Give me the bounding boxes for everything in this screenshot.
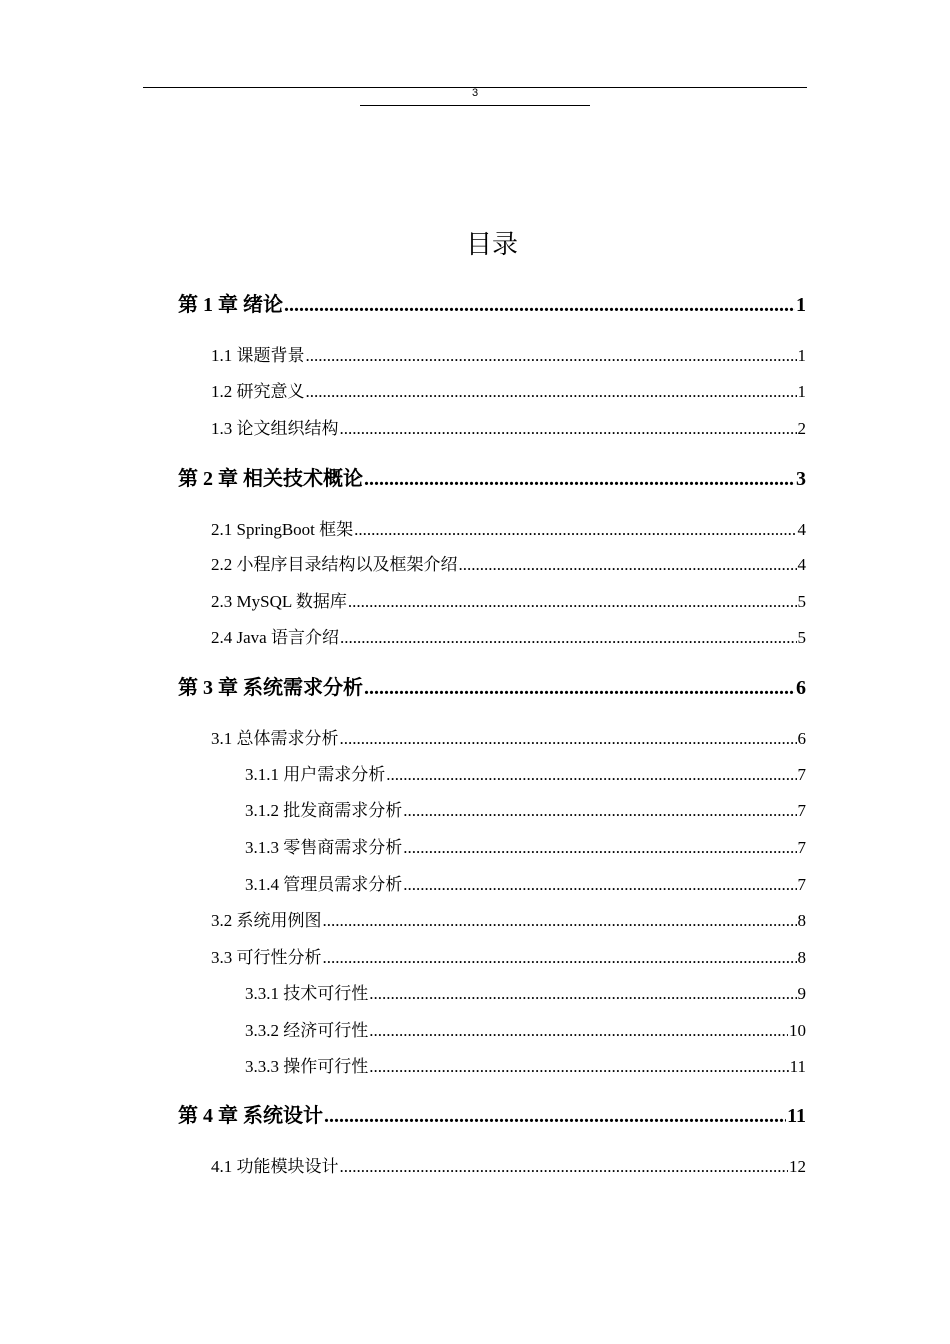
toc-entry[interactable]: [245, 762, 806, 788]
toc-entry-label: 2.4 Java 语言介绍: [211, 628, 339, 647]
toc-dot-leader: [306, 379, 797, 405]
toc-entry[interactable]: [211, 625, 806, 651]
toc-entry-page-number: 8: [797, 948, 806, 967]
toc-entry-label: 第 2 章 相关技术概论: [178, 468, 363, 490]
toc-entry-label: 第 3 章 系统需求分析: [178, 677, 363, 699]
toc-dot-leader: [459, 552, 797, 578]
toc-dot-leader: [284, 290, 795, 320]
toc-entry-label: 3.1 总体需求分析: [211, 729, 339, 748]
toc-entry-page-number: 5: [797, 592, 806, 611]
toc-entry-page-number: 1: [796, 294, 806, 316]
toc-entry[interactable]: [211, 517, 806, 543]
toc-entry-label: 3.3.1 技术可行性: [245, 984, 369, 1003]
toc-entry-label: 1.3 论文组织结构: [211, 419, 339, 438]
toc-dot-leader: [369, 981, 796, 1007]
toc-entry-page-number: 3: [796, 468, 806, 490]
toc-entry-page-number: 8: [797, 911, 806, 930]
toc-entry[interactable]: [178, 290, 806, 320]
toc-entry-label: 3.2 系统用例图: [211, 911, 322, 930]
toc-entry-page-number: 12: [789, 1157, 806, 1176]
toc-entry[interactable]: [211, 945, 806, 971]
toc-entry-page-number: 1: [797, 382, 806, 401]
toc-dot-leader: [364, 464, 795, 494]
toc-entry-page-number: 10: [789, 1021, 806, 1040]
toc-entry-page-number: 7: [797, 765, 806, 784]
toc-entry-page-number: 7: [797, 801, 806, 820]
toc-entry[interactable]: [245, 1054, 806, 1080]
toc-dot-leader: [386, 762, 796, 788]
toc-entry-label: 1.2 研究意义: [211, 382, 305, 401]
page-title: 目录: [465, 230, 518, 261]
toc-entry[interactable]: [245, 835, 806, 861]
toc-entry[interactable]: [211, 908, 806, 934]
toc-entry-label: 第 4 章 系统设计: [178, 1105, 323, 1127]
toc-dot-leader: [403, 835, 796, 861]
toc-entry[interactable]: [211, 416, 806, 442]
toc-entry-label: 4.1 功能模块设计: [211, 1157, 339, 1176]
toc-entry[interactable]: [211, 1154, 806, 1180]
toc-entry[interactable]: [178, 673, 806, 703]
toc-entry-label: 3.1.1 用户需求分析: [245, 765, 386, 784]
toc-dot-leader: [369, 1018, 788, 1044]
toc-entry-page-number: 11: [789, 1057, 806, 1076]
toc-entry[interactable]: [245, 798, 806, 824]
toc-entry[interactable]: [211, 343, 806, 369]
toc-entry-page-number: 5: [797, 628, 806, 647]
toc-dot-leader: [323, 945, 797, 971]
toc-dot-leader: [340, 416, 797, 442]
toc-entry[interactable]: [245, 1018, 806, 1044]
toc-entry[interactable]: [211, 589, 806, 615]
toc-entry-page-number: 7: [797, 875, 806, 894]
toc-entry-label: 3.3.2 经济可行性: [245, 1021, 369, 1040]
toc-entry-label: 3.1.4 管理员需求分析: [245, 875, 403, 894]
toc-entry-page-number: 9: [797, 984, 806, 1003]
toc-dot-leader: [340, 625, 797, 651]
toc-dot-leader: [348, 589, 797, 615]
toc-dot-leader: [364, 673, 795, 703]
toc-dot-leader: [306, 343, 797, 369]
toc-entry-page-number: 6: [797, 729, 806, 748]
toc-entry-label: 2.2 小程序目录结构以及框架介绍: [211, 555, 458, 574]
toc-entry[interactable]: [178, 1101, 806, 1131]
toc-entry-page-number: 6: [796, 677, 806, 699]
toc-dot-leader: [340, 1154, 789, 1180]
toc-dot-leader: [340, 726, 797, 752]
toc-entry-label: 2.3 MySQL 数据库: [211, 592, 347, 611]
toc-entry-label: 3.3.3 操作可行性: [245, 1057, 369, 1076]
toc-entry[interactable]: [245, 872, 806, 898]
toc-entry-label: 3.3 可行性分析: [211, 948, 322, 967]
toc-dot-leader: [323, 908, 797, 934]
toc-entry-label: 3.1.2 批发商需求分析: [245, 801, 403, 820]
toc-entry-label: 3.1.3 零售商需求分析: [245, 838, 403, 857]
toc-entry-label: 第 1 章 绪论: [178, 294, 283, 316]
toc-entry[interactable]: [211, 379, 806, 405]
toc-entry-page-number: 4: [797, 520, 806, 539]
toc-dot-leader: [403, 798, 796, 824]
toc-entry-page-number: 4: [797, 555, 806, 574]
toc-entry-page-number: 2: [797, 419, 806, 438]
header-page-number: 3: [471, 87, 479, 99]
toc-dot-leader: [403, 872, 796, 898]
toc-entry-label: 1.1 课题背景: [211, 346, 305, 365]
toc-entry[interactable]: [211, 552, 806, 578]
toc-dot-leader: [369, 1054, 788, 1080]
toc-entry-page-number: 1: [797, 346, 806, 365]
toc-entry-page-number: 7: [797, 838, 806, 857]
toc-dot-leader: [354, 517, 796, 543]
toc-entry[interactable]: [178, 464, 806, 494]
toc-dot-leader: [324, 1101, 786, 1131]
toc-entry-label: 2.1 SpringBoot 框架: [211, 520, 354, 539]
toc-entry[interactable]: [245, 981, 806, 1007]
toc-entry[interactable]: [211, 726, 806, 752]
toc-entry-page-number: 11: [787, 1105, 806, 1127]
